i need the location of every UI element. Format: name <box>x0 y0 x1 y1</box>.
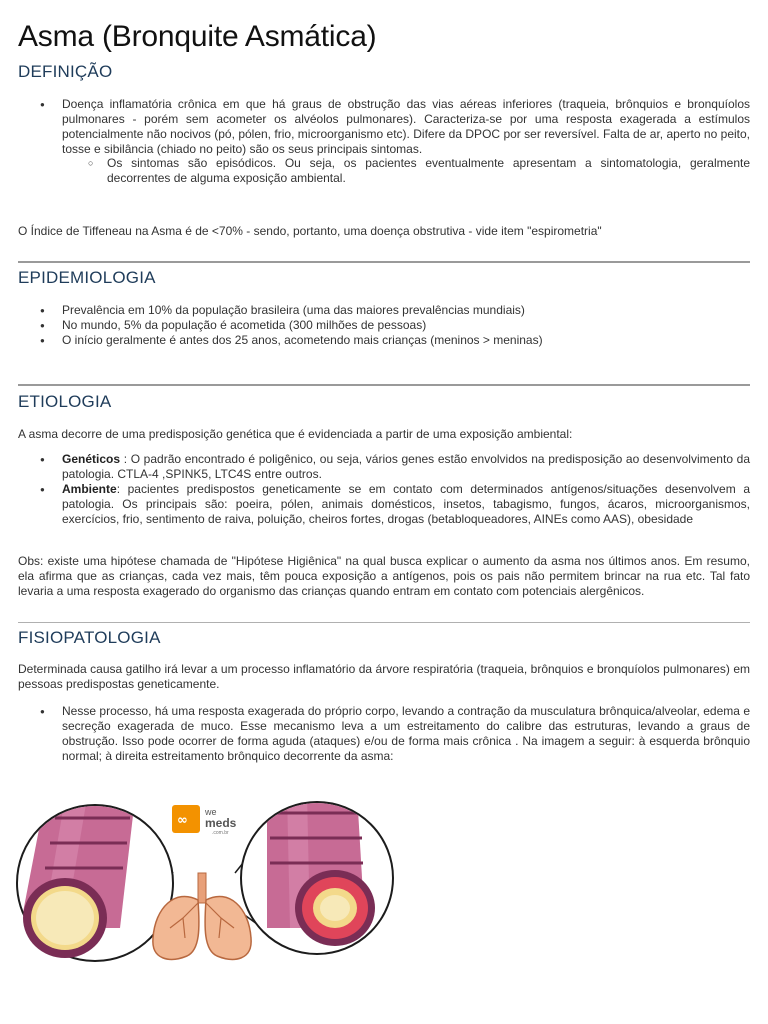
heading-fisiopatologia: FISIOPATOLOGIA <box>18 628 161 647</box>
list-item <box>18 303 750 318</box>
wemeds-logo <box>172 805 237 836</box>
definicao-sub-text: Os sintomas são episódicos. Ou seja, os pacientes eventualmente apresentam a sintomatologia, geralmente decorrentes de alguma exposição ambiental. <box>107 156 750 185</box>
epidemiologia-item: O início geralmente é antes dos 25 anos, acometendo mais crianças (meninos > meninas) <box>62 333 543 347</box>
etiologia-intro: A asma decorre de uma predisposição genética que é evidenciada a partir de uma exposição ambiental: <box>18 427 573 441</box>
bronchus-illustration <box>5 778 395 968</box>
heading-definicao: DEFINIÇÃO <box>18 62 113 81</box>
fisiopatologia-list <box>18 704 750 764</box>
geneticos-label: Genéticos <box>62 452 121 466</box>
normal-bronchus <box>17 798 173 961</box>
definicao-list <box>18 97 750 157</box>
definicao-bullet-text: Doença inflamatória crônica em que há graus de obstrução das vias aéreas inferiores (traqueia, brônquios e bronquíolos pulmonares - porém sem acometer os alvéolos pulmonares). Caracteriza-se por uma resposta exagerada a estímulos potencialmente não nocivos (pó, pólen, frio, microorganismo etc). Difere da DPOC por ser reversível. Falta de ar, aperto no peito, tosse e sibilância (chiado no peito) são os seus principais sintomas. <box>62 97 750 156</box>
section-divider <box>18 622 750 623</box>
logo-glyph: ∞ <box>177 813 188 828</box>
epidemiologia-item: Prevalência em 10% da população brasileira (uma das maiores prevalências mundiais) <box>62 303 525 317</box>
list-item <box>18 333 750 348</box>
fisiopatologia-intro: Determinada causa gatilho irá levar a um processo inflamatório da árvore respiratória (traqueia, brônquios e bronquíolos pulmonares) em pessoas predispostas geneticamente. <box>18 662 750 691</box>
list-item <box>18 156 750 186</box>
list-item <box>18 318 750 333</box>
definicao-sublist <box>18 156 750 186</box>
page-title: Asma (Bronquite Asmática) <box>18 20 377 53</box>
ambiente-label: Ambiente <box>62 482 117 496</box>
heading-etiologia: ETIOLOGIA <box>18 392 112 411</box>
list-item <box>18 482 750 527</box>
tiffeneau-paragraph: O Índice de Tiffeneau na Asma é de <70% - sendo, portanto, uma doença obstrutiva - vide item "espirometria" <box>18 224 602 238</box>
list-item <box>18 452 750 482</box>
logo-text-we: we <box>205 807 217 817</box>
list-item <box>18 97 750 157</box>
etiologia-list <box>18 452 750 527</box>
obs-paragraph: Obs: existe uma hipótese chamada de "Hipótese Higiênica" na qual busca explicar o aumento da asma nos últimos anos. Em resumo, ela afirma que as crianças, cada vez mais, têm pouca exposição a antígenos, pois os pais não permitem brincar na rua etc. Tal fato levaria a uma resposta exagerado do organismo das crianças quando entram em contato com potenciais alergênicos. <box>18 554 750 598</box>
epidemiologia-list <box>18 303 750 348</box>
epidemiologia-item: No mundo, 5% da população é acometida (300 milhões de pessoas) <box>62 318 427 332</box>
section-divider <box>18 384 750 386</box>
fisiopatologia-bullet-text: Nesse processo, há uma resposta exagerada do próprio corpo, levando a contração da musculatura brônquica/alveolar, edema e secreção exagerada de muco. Esse mecanismo leva a um estreitamento do calibre das estruturas, levando a graus de obstrução. Isso pode ocorrer de forma aguda (ataques) e/ou de forma mais crônica . Na imagem a seguir: à esquerda brônquio normal; à direita estreitamento brônquico decorrente da asma: <box>62 704 750 763</box>
logo-text-domain: .com.br <box>212 830 229 836</box>
geneticos-text: : O padrão encontrado é poligênico, ou seja, vários genes estão envolvidos na predisposição ao desenvolvimento da patologia. CTLA-4 ,SPINK5, LTC4S entre outros. <box>62 452 750 481</box>
section-divider <box>18 261 750 263</box>
ambiente-text: : pacientes predispostos geneticamente se em contato com determinados antígenos/situações desenvolvem a patologia. Os principais são: poeira, pólen, animais domésticos, insetos, tabagismo, fungos, ácaros, microorganismos, exercícios, frio, sentimento de raiva, poluição, cheiros fortes, drogas (betabloqueadores, AINEs como AAS), obesidade <box>62 482 750 526</box>
logo-text-meds: meds <box>205 816 237 830</box>
list-item <box>18 704 750 764</box>
heading-epidemiologia: EPIDEMIOLOGIA <box>18 268 156 287</box>
asthmatic-bronchus <box>241 793 393 954</box>
